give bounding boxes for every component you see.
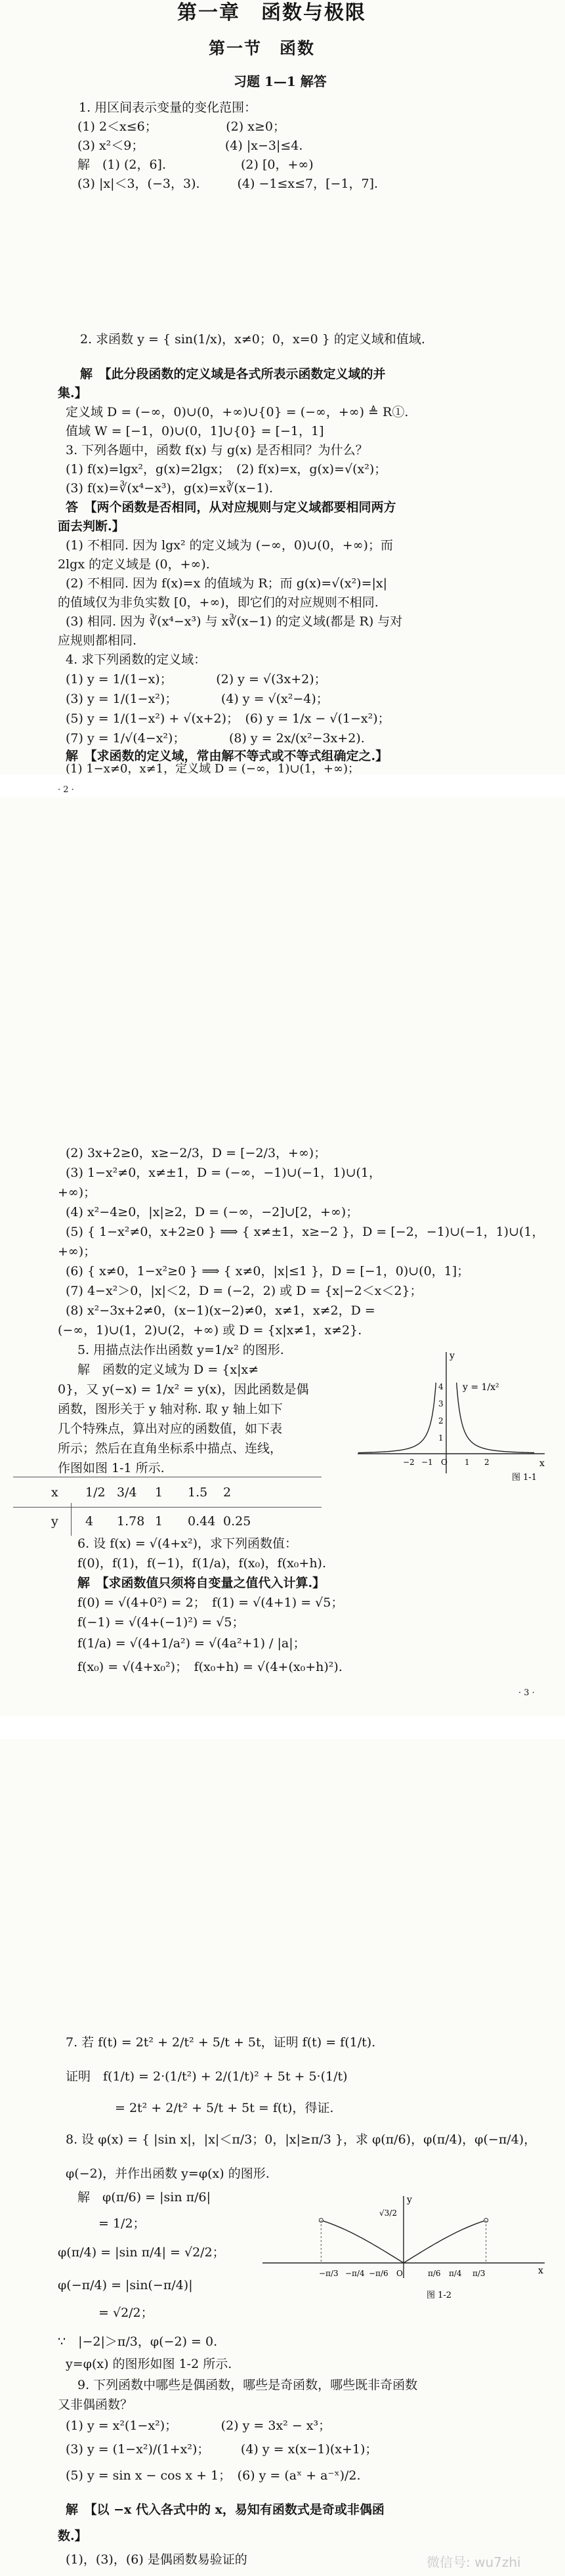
text-line: (7) y = 1/√(4−x²)； (8) y = 2x/(x²−3x+2). <box>66 731 365 746</box>
text-line: = 2t² + 2/t² + 5/t + 5t = f(t)，得证. <box>115 2101 334 2115</box>
table-divider <box>71 1503 72 1536</box>
text-line: (6) { x≠0，1−x²≥0 } ⟹ { x≠0，|x|≤1 }，D = [−1，0)∪(0，1]； <box>66 1264 470 1278</box>
text-line: (3) y = (1−x²)/(1+x²)； (4) y = x(x−1)(x+1)； <box>66 2442 378 2457</box>
text-line: (1) 2＜x≤6； (2) x≥0； <box>77 119 285 134</box>
text-line: (4) x²−4≥0，|x|≥2，D = (−∞，−2]∪[2，+∞)； <box>66 1205 359 1219</box>
text-line: ∵ |−2|＞π/3，φ(−2) = 0. <box>58 2334 218 2349</box>
watermark: 微信号: wu7zhi <box>427 2554 521 2570</box>
text-line: 答 【两个函数是否相同，从对应规则与定义域都要相同两方 <box>66 500 396 515</box>
text-line: f(1/a) = √(4+1/a²) = √(4a²+1) / |a|； <box>77 1636 306 1651</box>
text-line: = √2/2； <box>98 2306 154 2320</box>
x-tick: −2 <box>403 1458 415 1467</box>
text-line: 证明 f(1/t) = 2·(1/t²) + 2/(1/t)² + 5t + 5·(1/t) <box>66 2069 348 2084</box>
x-tick: −π/6 <box>369 2269 388 2278</box>
table-cell: 1 <box>155 1485 163 1500</box>
text-line: f(−1) = √(4+(−1)²) = √5； <box>77 1615 245 1630</box>
text-line: 函数，图形关于 y 轴对称. 取 y 轴上如下 <box>58 1402 283 1416</box>
text-line: (3) |x|＜3，(−3，3). (4) −1≤x≤7，[−1，7]. <box>77 177 379 191</box>
text-line: (1)，(3)，(6) 是偶函数易验证的 <box>66 2552 247 2567</box>
text-line: (2) 3x+2≥0，x≥−2/3，D = [−2/3，+∞)； <box>66 1146 327 1160</box>
text-line: 解 函数的定义域为 D = {x|x≠ <box>77 1362 259 1377</box>
table-rule <box>13 1507 322 1508</box>
table-cell: 1.5 <box>188 1485 208 1500</box>
text-line: (1) y = 1/(1−x)； (2) y = √(3x+2)； <box>66 672 327 686</box>
figure-caption: 图 1-1 <box>512 1473 537 1483</box>
text-line: = 1/2； <box>98 2216 146 2231</box>
y-tick: 4 <box>438 1382 444 1391</box>
x-tick: −1 <box>421 1458 433 1467</box>
text-line: (3) y = 1/(1−x²)； (4) y = √(x²−4)； <box>66 692 329 706</box>
text-line: (1) 不相同. 因为 lgx² 的定义域为 (−∞，0)∪(0，+∞)；而 <box>66 538 393 553</box>
text-line: y=φ(x) 的图形如图 1-2 所示. <box>66 2357 232 2371</box>
text-line: 3. 下列各题中，函数 f(x) 与 g(x) 是否相同？为什么？ <box>66 443 368 457</box>
text-line: (5) y = 1/(1−x²) + √(x+2)； (6) y = 1/x − √(1−x²)； <box>66 711 390 726</box>
text-line: 解 (1) (2，6]. (2) [0，+∞) <box>77 158 314 172</box>
text-line: 所示；然后在直角坐标系中描点、连线， <box>58 1441 283 1456</box>
text-line: 8. 设 φ(x) = { |sin x|，|x|＜π/3；0，|x|≥π/3 }，求 φ(π/6)，φ(π/4)，φ(−π/4)， <box>66 2132 537 2147</box>
x-tick: 1 <box>465 1458 470 1467</box>
text-line: (1) y = x²(1−x²)； (2) y = 3x² − x³； <box>66 2418 331 2433</box>
text-line: 解 【求函数的定义域，常由解不等式或不等式组确定之.】 <box>66 749 388 763</box>
text-line: 应规则都相同. <box>58 633 137 648</box>
table-x-label: x <box>51 1485 58 1500</box>
y-axis-label: y <box>407 2195 412 2205</box>
text-line: 9. 下列函数中哪些是偶函数，哪些是奇函数，哪些既非奇函数 <box>77 2378 418 2392</box>
figure-1-1 <box>348 1345 558 1483</box>
curve-right-arc <box>404 2220 486 2263</box>
chapter-title: 第一章 函数与极限 <box>177 1 366 24</box>
text-line: (2) 不相同. 因为 f(x)=x 的值域为 R；而 g(x)=√(x²)=|x| <box>66 576 388 591</box>
text-line: 集.】 <box>58 386 87 400</box>
text-line: 解 【求函数值只须将自变量之值代入计算.】 <box>77 1576 325 1590</box>
y-tick: 3 <box>438 1399 444 1408</box>
text-line: (1) f(x)=lgx²，g(x)=2lgx； (2) f(x)=x，g(x)=√(x²)； <box>66 462 387 476</box>
text-line: (1) 1−x≠0，x≠1，定义域 D = (−∞，1)∪(1，+∞)； <box>66 762 360 776</box>
text-line: 几个特殊点，算出对应的函数值，如下表 <box>58 1422 283 1436</box>
curve-right-branch <box>457 1383 534 1453</box>
table-y-label: y <box>51 1514 58 1529</box>
text-line: 定义域 D = (−∞，0)∪(0，+∞)∪{0} = (−∞，+∞) ≜ R①. <box>66 405 409 419</box>
text-line: 解 φ(π/6) = |sin π/6| <box>77 2190 211 2205</box>
section-title: 第一节 函数 <box>209 39 316 58</box>
curve-label: y = 1/x² <box>463 1382 499 1393</box>
text-line: 面去判断.】 <box>58 519 125 534</box>
origin-label: O <box>396 2269 403 2278</box>
text-line: 5. 用描点法作出函数 y=1/x² 的图形. <box>77 1343 284 1357</box>
x-tick: −π/3 <box>319 2269 339 2278</box>
text-line: 1. 用区间表示变量的变化范围： <box>79 100 257 115</box>
text-line: φ(−2)，并作出函数 y=φ(x) 的图形. <box>66 2166 270 2181</box>
y-tick: √3/2 <box>379 2208 397 2218</box>
text-line: (7) 4−x²＞0，|x|＜2，D = (−2，2) 或 D = {x|−2＜x＜2}； <box>66 1284 423 1298</box>
x-tick: 2 <box>484 1458 490 1467</box>
text-line: 0}，又 y(−x) = 1/x² = y(x)，因此函数是偶 <box>58 1382 309 1397</box>
table-cell: 1.78 <box>117 1514 145 1529</box>
table-cell: 3/4 <box>117 1485 137 1500</box>
text-line: 4. 求下列函数的定义域： <box>66 652 207 667</box>
table-cell: 1/2 <box>85 1485 106 1500</box>
text-line: 7. 若 f(t) = 2t² + 2/t² + 5/t + 5t，证明 f(t) = f(1/t). <box>66 2035 376 2050</box>
text-line: +∞)； <box>58 1244 96 1259</box>
text-line: f(0)，f(1)，f(−1)，f(1/a)，f(x₀)，f(x₀+h). <box>77 1556 327 1571</box>
text-line: 解 【以 −x 代入各式中的 x，易知有函数式是奇或非偶函 <box>66 2502 385 2517</box>
x-tick: π/4 <box>449 2269 462 2278</box>
text-line: (3) 相同. 因为 ∛(x⁴−x³) 与 x∛(x−1) 的定义域(都是 R) 与对 <box>66 614 403 629</box>
text-line: +∞)； <box>58 1185 96 1200</box>
text-line: 又非偶函数？ <box>58 2397 133 2412</box>
x-tick: π/6 <box>428 2269 441 2278</box>
text-line: 2. 求函数 y = { sin(1/x)，x≠0；0，x=0 } 的定义域和值域. <box>80 332 425 347</box>
curve-left-branch <box>358 1383 436 1453</box>
text-line: (3) 1−x²≠0，x≠±1，D = (−∞，−1)∪(−1，1)∪(1， <box>66 1166 382 1180</box>
figure-caption: 图 1-2 <box>427 2291 452 2300</box>
text-line: 解 【此分段函数的定义域是各式所表示函数定义域的并 <box>80 367 386 381</box>
x-axis-label: x <box>538 2266 543 2276</box>
origin-label: O <box>441 1458 448 1467</box>
table-cell: 4 <box>85 1514 94 1529</box>
x-axis-label: x <box>539 1458 545 1469</box>
page-number: · 3 · <box>518 1688 535 1698</box>
text-line: φ(−π/4) = |sin(−π/4)| <box>58 2278 193 2292</box>
figure-1-2 <box>256 2189 551 2304</box>
y-tick: 2 <box>438 1416 444 1425</box>
text-line: (5) y = sin x − cos x + 1； (6) y = (aˣ + a⁻ˣ)/2. <box>66 2468 361 2483</box>
text-line: φ(π/4) = |sin π/4| = √2/2； <box>58 2245 225 2260</box>
text-line: 2lgx 的定义域是 (0，+∞). <box>58 557 210 572</box>
exercise-title: 习题 1—1 解答 <box>234 74 327 89</box>
table-cell: 1 <box>155 1514 163 1529</box>
text-line: (5) { 1−x²≠0，x+2≥0 } ⟹ { x≠±1，x≥−2 }，D = [−2，−1)∪(−1，1)∪(1， <box>66 1225 545 1239</box>
y-tick: 1 <box>438 1433 444 1443</box>
text-line: f(0) = √(4+0²) = 2； f(1) = √(4+1) = √5； <box>77 1595 344 1610</box>
text-line: f(x₀) = √(4+x₀²)； f(x₀+h) = √(4+(x₀+h)²). <box>77 1660 343 1674</box>
x-tick: π/3 <box>472 2269 486 2278</box>
page-gap <box>0 774 565 801</box>
table-cell: 0.44 <box>188 1514 216 1529</box>
page-number: · 2 · <box>58 785 74 795</box>
table-cell: 2 <box>223 1485 232 1500</box>
text-line: (3) f(x)=∛(x⁴−x³)，g(x)=x∛(x−1). <box>66 481 273 496</box>
text-line: 值域 W = [−1，0)∪(0，1]∪{0} = [−1，1] <box>66 424 324 438</box>
text-line: 6. 设 f(x) = √(4+x²)，求下列函数值： <box>77 1536 298 1551</box>
curve-left-arc <box>322 2220 404 2263</box>
text-line: 数.】 <box>58 2529 87 2543</box>
page-gap <box>0 1716 565 1742</box>
table-cell: 0.25 <box>223 1514 251 1529</box>
text-line: 作图如图 1-1 所示. <box>58 1461 165 1475</box>
text-line: (3) x²＜9； (4) |x−3|≤4. <box>77 138 303 153</box>
x-tick: −π/4 <box>345 2269 365 2278</box>
text-line: (8) x²−3x+2≠0，(x−1)(x−2)≠0，x≠1，x≠2，D = <box>66 1303 375 1318</box>
y-axis-label: y <box>450 1351 455 1361</box>
text-line: (−∞，1)∪(1，2)∪(2，+∞) 或 D = {x|x≠1，x≠2}. <box>58 1323 362 1338</box>
text-line: 的值域仅为非负实数 [0，+∞)，即它们的对应规则不相同. <box>58 595 379 610</box>
